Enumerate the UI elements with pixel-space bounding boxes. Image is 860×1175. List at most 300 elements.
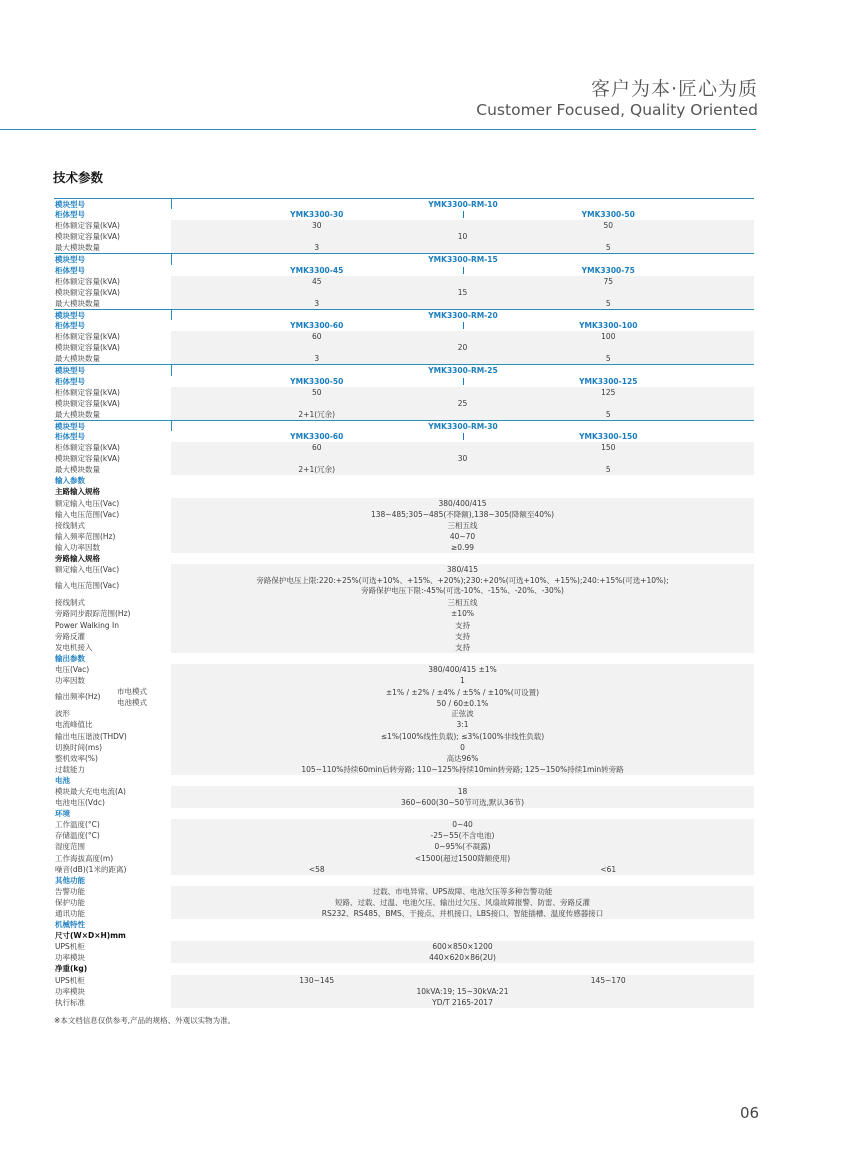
spec-row bbox=[54, 531, 754, 542]
section-heading bbox=[54, 875, 754, 886]
spec-label: 模块型号 bbox=[55, 421, 85, 431]
spec-label: 功率模块 bbox=[55, 953, 85, 963]
spec-value: YMK3300-RM-20 bbox=[428, 310, 498, 320]
section-label: 机械特性 bbox=[55, 920, 85, 930]
header-rule bbox=[0, 129, 756, 130]
spec-value-cell bbox=[171, 686, 754, 708]
section-label: 其他功能 bbox=[55, 875, 85, 885]
spec-value-cell bbox=[171, 742, 754, 753]
spec-value-cell bbox=[171, 764, 754, 775]
spec-value-cell bbox=[171, 897, 754, 908]
spec-value-right: 100 bbox=[601, 332, 616, 342]
spec-label: Power Walking In bbox=[55, 620, 119, 630]
spec-row bbox=[54, 276, 754, 287]
spec-label: 柜体型号 bbox=[55, 210, 85, 220]
spec-value-cell bbox=[171, 708, 754, 719]
empty-cell bbox=[171, 930, 754, 941]
spec-value-cell bbox=[171, 620, 754, 631]
spec-value-right: 5 bbox=[605, 409, 611, 419]
subsection-heading bbox=[54, 553, 754, 564]
empty-cell bbox=[171, 553, 754, 564]
spec-value-left: YMK3300-30 bbox=[290, 210, 344, 220]
spec-value-cell bbox=[171, 376, 754, 387]
spec-row bbox=[54, 830, 754, 841]
spec-value-cell bbox=[171, 353, 754, 364]
spec-label: 柜体型号 bbox=[55, 376, 85, 386]
section-heading bbox=[54, 775, 754, 786]
spec-value-left: 3 bbox=[314, 243, 320, 253]
spec-value: RS232、RS485、BMS、干接点、并机接口、LBS接口、智能插槽、温度传感器接口 bbox=[321, 909, 604, 918]
spec-label: 电池电压(Vdc) bbox=[55, 798, 105, 808]
column-divider bbox=[463, 433, 464, 440]
spec-value-cell bbox=[171, 453, 754, 464]
spec-label: 输出电压谐波(THDV) bbox=[55, 731, 127, 741]
spec-label: 模块额定容量(kVA) bbox=[55, 454, 120, 464]
spec-label: 接线制式 bbox=[55, 520, 85, 530]
spec-value-right: YMK3300-150 bbox=[579, 431, 638, 441]
spec-label: 模块型号 bbox=[55, 310, 85, 320]
spec-row bbox=[54, 675, 754, 686]
spec-label: 工作温度(°C) bbox=[55, 820, 100, 830]
spec-row bbox=[54, 231, 754, 242]
spec-row bbox=[54, 409, 754, 420]
spec-value-right: 75 bbox=[603, 276, 614, 286]
spec-value-left: 130~145 bbox=[299, 975, 335, 985]
spec-value-cell bbox=[171, 731, 754, 742]
spec-value-cell bbox=[171, 209, 754, 220]
spec-value-right: 145~170 bbox=[590, 975, 626, 985]
column-divider bbox=[463, 211, 464, 218]
spec-label: 模块最大充电电流(A) bbox=[55, 786, 126, 796]
spec-row bbox=[54, 664, 754, 675]
spec-row bbox=[54, 542, 754, 553]
spec-row bbox=[54, 597, 754, 608]
spec-label: 存储温度(°C) bbox=[55, 831, 100, 841]
spec-row bbox=[54, 453, 754, 464]
spec-label: 柜体额定容量(kVA) bbox=[55, 221, 120, 231]
spec-row bbox=[54, 320, 754, 331]
spec-value: YMK3300-RM-25 bbox=[428, 366, 498, 376]
spec-label: 最大模块数量 bbox=[55, 354, 100, 364]
spec-row bbox=[54, 786, 754, 797]
empty-cell bbox=[171, 775, 754, 786]
spec-value-right: 125 bbox=[601, 387, 616, 397]
spec-value-cell bbox=[171, 276, 754, 287]
spec-value: YMK3300-RM-30 bbox=[428, 421, 498, 431]
spec-value: 380/415 bbox=[446, 565, 479, 575]
spec-value-cell bbox=[171, 265, 754, 276]
spec-value-cell bbox=[171, 310, 754, 320]
spec-row bbox=[54, 376, 754, 387]
spec-value: 10 bbox=[457, 232, 468, 242]
spec-value-right: 5 bbox=[605, 243, 611, 253]
spec-row bbox=[54, 253, 754, 264]
spec-value-cell bbox=[171, 853, 754, 864]
subsection-heading bbox=[54, 930, 754, 941]
spec-value-cell bbox=[171, 409, 754, 420]
spec-value-cell bbox=[171, 997, 754, 1008]
spec-value-left: 2+1(冗余) bbox=[298, 465, 336, 475]
spec-value-cell bbox=[171, 287, 754, 298]
spec-label: 最大模块数量 bbox=[55, 465, 100, 475]
spec-row bbox=[54, 742, 754, 753]
spec-value-cell bbox=[171, 864, 754, 875]
spec-row bbox=[54, 753, 754, 764]
spec-row bbox=[54, 309, 754, 320]
spec-value: 0 bbox=[460, 742, 465, 752]
spec-value-cell bbox=[171, 675, 754, 686]
subsection-heading bbox=[54, 963, 754, 974]
spec-row bbox=[54, 952, 754, 963]
empty-cell bbox=[171, 486, 754, 497]
empty-cell bbox=[171, 963, 754, 974]
spec-label: 模块额定容量(kVA) bbox=[55, 398, 120, 408]
spec-value: 高达96% bbox=[446, 753, 479, 763]
spec-value-right: 50 bbox=[603, 221, 614, 231]
spec-row bbox=[54, 198, 754, 209]
spec-value bbox=[171, 575, 754, 596]
spec-value: 3:1 bbox=[456, 720, 469, 730]
spec-value-cell bbox=[171, 886, 754, 897]
spec-row bbox=[54, 719, 754, 730]
spec-label: UPS机柜 bbox=[55, 975, 85, 985]
section-title: 技术参数 bbox=[53, 170, 104, 185]
spec-row bbox=[54, 431, 754, 442]
spec-row bbox=[54, 242, 754, 253]
spec-value-left: YMK3300-50 bbox=[290, 376, 344, 386]
spec-value-cell bbox=[171, 908, 754, 919]
spec-value-cell bbox=[171, 542, 754, 553]
spec-label: 接线制式 bbox=[55, 598, 85, 608]
spec-table bbox=[54, 198, 754, 1008]
spec-row bbox=[54, 331, 754, 342]
spec-value-right: YMK3300-100 bbox=[579, 321, 638, 331]
spec-row bbox=[54, 509, 754, 520]
spec-row bbox=[54, 731, 754, 742]
spec-value-cell bbox=[171, 830, 754, 841]
bypass-upper-limit: 旁路保护电压上限:220:+25%(可选+10%、+15%、+20%);230:+20%(可选+10%、+15%);240:+15%(可选+10%); bbox=[256, 576, 669, 586]
spec-value: YD/T 2165-2017 bbox=[432, 997, 493, 1007]
spec-value: 三相五线 bbox=[447, 520, 478, 530]
spec-value-cell bbox=[171, 642, 754, 653]
spec-row bbox=[54, 364, 754, 375]
empty-cell bbox=[171, 808, 754, 819]
section-label: 电池 bbox=[55, 775, 70, 785]
spec-row bbox=[54, 986, 754, 997]
spec-row bbox=[54, 464, 754, 475]
spec-row bbox=[54, 864, 754, 875]
spec-label: 整机效率(%) bbox=[55, 753, 98, 763]
slogan-en: Customer Focused, Quality Oriented bbox=[476, 101, 758, 119]
spec-value-cell bbox=[171, 941, 754, 952]
spec-value: -25~55(不含电池) bbox=[430, 831, 495, 841]
spec-value-cell bbox=[171, 242, 754, 253]
section-heading bbox=[54, 653, 754, 664]
spec-label: 额定输入电压(Vac) bbox=[55, 565, 120, 575]
spec-value-cell bbox=[171, 975, 754, 986]
spec-row bbox=[54, 608, 754, 619]
spec-label: 通讯功能 bbox=[55, 909, 85, 918]
spec-label: 模块额定容量(kVA) bbox=[55, 343, 120, 353]
spec-value-cell bbox=[171, 398, 754, 409]
spec-label: 额定输入电压(Vac) bbox=[55, 498, 120, 508]
spec-row bbox=[54, 886, 754, 897]
spec-value: YMK3300-RM-15 bbox=[428, 255, 498, 265]
spec-value-cell bbox=[171, 231, 754, 242]
spec-value-cell bbox=[171, 797, 754, 808]
spec-label: 噪音(dB)(1米的距离) bbox=[55, 864, 127, 874]
spec-value-cell bbox=[171, 531, 754, 542]
spec-label: 电压(Vac) bbox=[55, 664, 90, 674]
spec-value: 三相五线 bbox=[447, 598, 478, 608]
spec-value-cell bbox=[171, 719, 754, 730]
spec-row-frequency bbox=[54, 686, 754, 708]
spec-value: 20 bbox=[457, 343, 468, 353]
spec-value: 40~70 bbox=[449, 531, 476, 541]
spec-value-right: YMK3300-125 bbox=[579, 376, 638, 386]
column-divider bbox=[463, 378, 464, 385]
spec-value-right: 5 bbox=[605, 298, 611, 308]
spec-value-left: 2+1(冗余) bbox=[298, 409, 336, 419]
spec-value-cell bbox=[171, 597, 754, 608]
spec-row bbox=[54, 398, 754, 409]
spec-label: 切换时间(ms) bbox=[55, 742, 103, 752]
spec-value: 30 bbox=[457, 454, 468, 464]
section-label: 环境 bbox=[55, 809, 70, 819]
spec-value-left: 45 bbox=[311, 276, 322, 286]
spec-label: 柜体额定容量(kVA) bbox=[55, 443, 120, 453]
subsection-label: 主路输入规格 bbox=[55, 487, 100, 497]
battery-mode-value: 50 / 60±0.1% bbox=[436, 699, 489, 709]
empty-cell bbox=[171, 919, 754, 930]
spec-value-cell bbox=[171, 421, 754, 431]
subsection-label: 净重(kg) bbox=[55, 964, 88, 974]
spec-value: ≤1%(100%线性负载); ≤3%(100%非线性负载) bbox=[380, 731, 545, 741]
section-heading bbox=[54, 475, 754, 486]
spec-value-cell bbox=[171, 387, 754, 398]
spec-value: 支持 bbox=[455, 642, 470, 652]
spec-row bbox=[54, 265, 754, 276]
spec-value: 360~600(30~50节可选,默认36节) bbox=[400, 798, 525, 808]
spec-value: 过载、市电异常、UPS故障、电池欠压等多种告警功能 bbox=[372, 886, 553, 896]
spec-label: 柜体型号 bbox=[55, 321, 85, 331]
spec-value-cell bbox=[171, 575, 754, 597]
spec-row bbox=[54, 387, 754, 398]
spec-label: 告警功能 bbox=[55, 886, 85, 896]
spec-value-left: 30 bbox=[311, 221, 322, 231]
spec-row bbox=[54, 520, 754, 531]
spec-value-cell bbox=[171, 564, 754, 575]
battery-mode-label: 电池模式 bbox=[117, 698, 147, 708]
spec-label: 波形 bbox=[55, 709, 70, 719]
spec-row bbox=[54, 631, 754, 642]
spec-label: 柜体额定容量(kVA) bbox=[55, 387, 120, 397]
spec-row bbox=[54, 209, 754, 220]
section-label: 输入参数 bbox=[55, 476, 85, 486]
spec-label: 最大模块数量 bbox=[55, 409, 100, 419]
spec-row bbox=[54, 298, 754, 309]
spec-row bbox=[54, 841, 754, 852]
column-divider bbox=[463, 267, 464, 274]
spec-value-cell bbox=[171, 464, 754, 475]
spec-value-left: YMK3300-60 bbox=[290, 431, 344, 441]
section-heading bbox=[54, 808, 754, 819]
spec-label: 保护功能 bbox=[55, 897, 85, 907]
spec-value-cell bbox=[171, 331, 754, 342]
spec-value-cell bbox=[171, 841, 754, 852]
spec-value: 支持 bbox=[455, 620, 470, 630]
subsection-heading bbox=[54, 486, 754, 497]
column-divider bbox=[463, 322, 464, 329]
spec-value-cell bbox=[171, 199, 754, 209]
spec-label: 模块型号 bbox=[55, 200, 85, 209]
spec-label: 过载能力 bbox=[55, 764, 85, 774]
spec-label: 功率模块 bbox=[55, 986, 85, 996]
spec-row bbox=[54, 897, 754, 908]
spec-value-cell bbox=[171, 819, 754, 830]
spec-value: 0~40 bbox=[452, 820, 473, 830]
spec-value: 支持 bbox=[455, 631, 470, 641]
spec-row bbox=[54, 564, 754, 575]
spec-value-right: 5 bbox=[605, 354, 611, 364]
spec-value-cell bbox=[171, 986, 754, 997]
spec-value-cell bbox=[171, 664, 754, 675]
spec-label: 柜体额定容量(kVA) bbox=[55, 332, 120, 342]
spec-label: 柜体型号 bbox=[55, 265, 85, 275]
spec-value: 600×850×1200 bbox=[432, 942, 493, 952]
spec-row bbox=[54, 353, 754, 364]
spec-label: 柜体型号 bbox=[55, 431, 85, 441]
spec-value: 正弦波 bbox=[451, 709, 474, 719]
spec-row bbox=[54, 620, 754, 631]
spec-value-cell bbox=[171, 320, 754, 331]
spec-value: 0~95%(不凝露) bbox=[434, 842, 491, 852]
spec-label: 模块型号 bbox=[55, 366, 85, 376]
section-heading bbox=[54, 919, 754, 930]
spec-row bbox=[54, 642, 754, 653]
bypass-lower-limit: 旁路保护电压下限:-45%(可选-10%、-15%、-20%、-30%) bbox=[361, 586, 564, 596]
spec-value-cell bbox=[171, 509, 754, 520]
spec-value: 380/400/415 ±1% bbox=[428, 664, 497, 674]
spec-value: 18 bbox=[457, 786, 468, 796]
spec-value: 105~110%持续60min后转旁路; 110~125%持续10min转旁路; 125~150%持续1min转旁路 bbox=[301, 764, 624, 774]
subsection-label: 尺寸(W×D×H)mm bbox=[55, 931, 126, 941]
slogan-cn: 客户为本·匠心为质 bbox=[590, 78, 758, 100]
empty-cell bbox=[171, 875, 754, 886]
empty-cell bbox=[171, 475, 754, 486]
subsection-label: 旁路输入规格 bbox=[55, 554, 100, 563]
spec-row bbox=[54, 342, 754, 353]
spec-row bbox=[54, 819, 754, 830]
spec-value-left: 3 bbox=[314, 354, 320, 364]
spec-row bbox=[54, 997, 754, 1008]
spec-value: 15 bbox=[457, 287, 468, 297]
mains-mode-value: ±1% / ±2% / ±4% / ±5% / ±10%(可设置) bbox=[385, 688, 540, 698]
spec-value-cell bbox=[171, 254, 754, 264]
spec-value: YMK3300-RM-10 bbox=[428, 200, 498, 209]
spec-value: 1 bbox=[460, 676, 465, 686]
spec-value-left: 60 bbox=[311, 332, 322, 342]
spec-label: 最大模块数量 bbox=[55, 298, 100, 308]
spec-value-cell bbox=[171, 608, 754, 619]
spec-label: 工作海拔高度(m) bbox=[55, 853, 114, 863]
spec-row bbox=[54, 975, 754, 986]
spec-value-cell bbox=[171, 520, 754, 531]
spec-value-left: 3 bbox=[314, 298, 320, 308]
spec-row bbox=[54, 708, 754, 719]
spec-value: ±10% bbox=[451, 609, 474, 619]
spec-value-cell bbox=[171, 952, 754, 963]
spec-label: 模块额定容量(kVA) bbox=[55, 232, 120, 242]
spec-value-cell bbox=[171, 631, 754, 642]
spec-row bbox=[54, 442, 754, 453]
spec-label: 执行标准 bbox=[55, 997, 85, 1007]
spec-value-left: YMK3300-45 bbox=[290, 265, 344, 275]
spec-row bbox=[54, 498, 754, 509]
spec-value-right: YMK3300-50 bbox=[581, 210, 635, 220]
spec-label: UPS机柜 bbox=[55, 942, 85, 952]
spec-row bbox=[54, 287, 754, 298]
spec-value-right: 5 bbox=[605, 465, 611, 475]
spec-value-left: 60 bbox=[311, 443, 322, 453]
spec-label: 输出频率(Hz) bbox=[55, 692, 101, 702]
spec-value-right: 150 bbox=[601, 443, 616, 453]
spec-row bbox=[54, 941, 754, 952]
spec-value: 10kVA:19; 15~30kVA:21 bbox=[416, 986, 509, 996]
spec-value-right: YMK3300-75 bbox=[581, 265, 635, 275]
empty-cell bbox=[171, 653, 754, 664]
spec-value-right: <61 bbox=[600, 864, 617, 874]
spec-value: 短路、过载、过温、电池欠压、输出过欠压、风扇故障报警、防雷、旁路反灌 bbox=[335, 897, 590, 907]
spec-label: 模块额定容量(kVA) bbox=[55, 287, 120, 297]
spec-value: <1500(超过1500降额使用) bbox=[414, 853, 511, 863]
spec-value-cell bbox=[171, 298, 754, 309]
spec-value: 380/400/415 bbox=[438, 498, 487, 508]
spec-row bbox=[54, 853, 754, 864]
spec-value-cell bbox=[171, 442, 754, 453]
spec-label: 旁路反灌 bbox=[55, 631, 85, 641]
spec-row bbox=[54, 764, 754, 775]
spec-label: 输入频率范围(Hz) bbox=[55, 531, 116, 541]
spec-label: 旁路同步跟踪范围(Hz) bbox=[55, 609, 131, 619]
section-label: 输出参数 bbox=[55, 653, 85, 663]
spec-label: 湿度范围 bbox=[55, 842, 85, 852]
spec-row bbox=[54, 575, 754, 597]
spec-row bbox=[54, 797, 754, 808]
page-number: 06 bbox=[740, 1104, 760, 1122]
spec-value-cell bbox=[171, 365, 754, 375]
spec-value: ≥0.99 bbox=[451, 542, 474, 552]
spec-label: 功率因数 bbox=[55, 676, 85, 686]
spec-label: 输入功率因数 bbox=[55, 542, 100, 552]
mains-mode-label: 市电模式 bbox=[117, 687, 147, 697]
spec-value-left: <58 bbox=[308, 864, 325, 874]
spec-value-cell bbox=[171, 753, 754, 764]
spec-label: 发电机接入 bbox=[55, 642, 93, 652]
spec-value-cell bbox=[171, 786, 754, 797]
spec-value-left: YMK3300-60 bbox=[290, 321, 344, 331]
spec-value-cell bbox=[171, 431, 754, 442]
spec-label: 柜体额定容量(kVA) bbox=[55, 276, 120, 286]
spec-row bbox=[54, 420, 754, 431]
spec-row bbox=[54, 908, 754, 919]
spec-label: 模块型号 bbox=[55, 255, 85, 265]
spec-value: 25 bbox=[457, 398, 468, 408]
spec-label: 最大模块数量 bbox=[55, 243, 100, 253]
spec-value-left: 50 bbox=[311, 387, 322, 397]
spec-value-cell bbox=[171, 342, 754, 353]
footnote: ※本文档信息仅供参考,产品的规格、外观以实物为准。 bbox=[54, 1016, 236, 1025]
